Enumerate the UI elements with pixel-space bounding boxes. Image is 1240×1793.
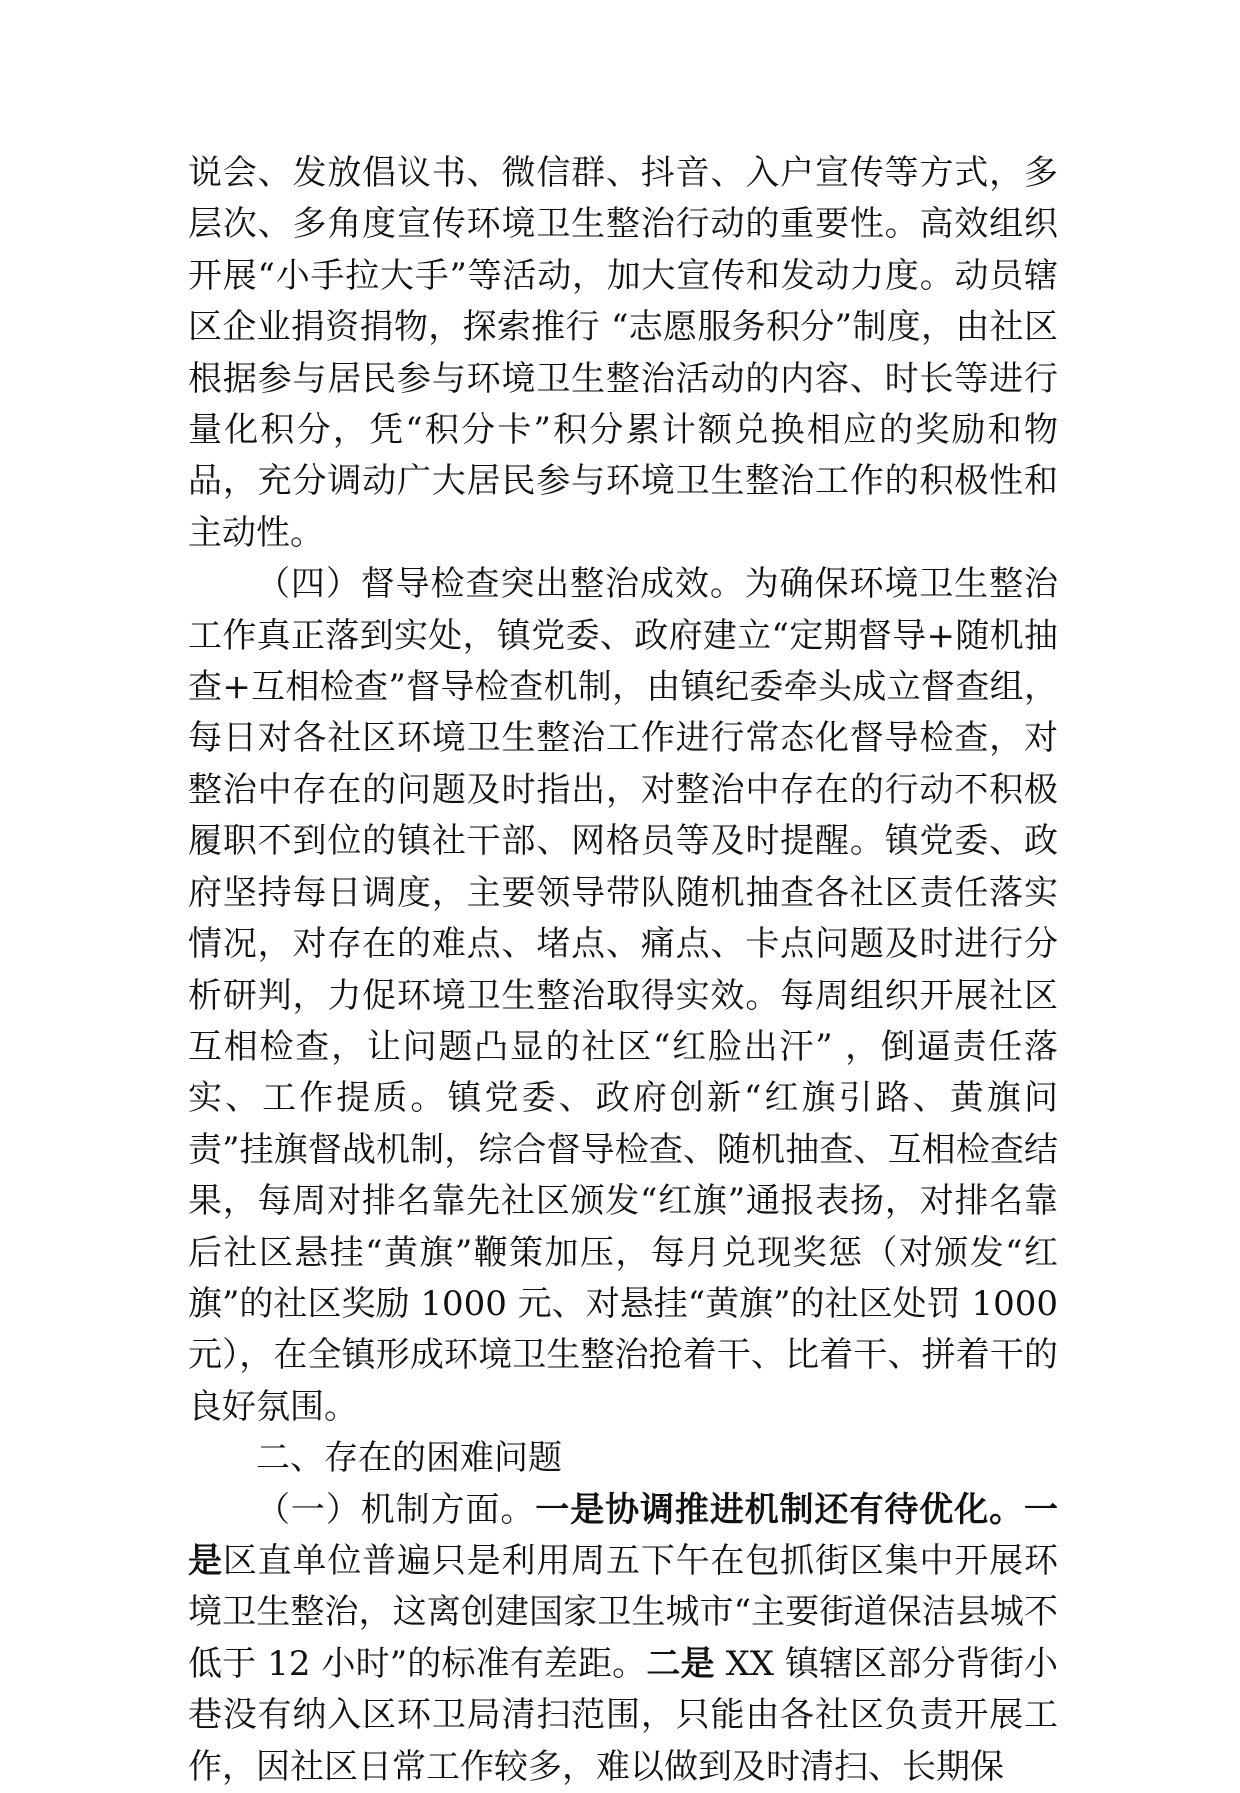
paragraph-mechanism-issues (188, 1485, 1058, 1793)
paragraph-supervision-inspection: （四）督导检查突出整治成效。为确保环境卫生整治工作真正落到实处，镇党委、政府建立“定期督导+随机抽查+互相检查”督导检查机制，由镇纪委牵头成立督查组，每日对各社区环境卫生整治工作进行常态化督导检查，对整治中存在的问题及时指出，对整治中存在的行动不积极履职不到位的镇社干部、网格员等及时提醒。镇党委、政府坚持每日调度，主要领导带队随机抽查各社区责任落实情况，对存在的难点、堵点、痛点、卡点问题及时进行分析研判，力促环境卫生整治取得实效。每周组织开展社区互相检查，让问题凸显的社区“红脸出汗” ，倒逼责任落实、工作提质。镇党委、政府创新“红旗引路、黄旗问责”挂旗督战机制，综合督导检查、随机抽查、互相检查结果，每周对排名靠先社区颁发“红旗”通报表扬，对排名靠后社区悬挂“黄旗”鞭策加压，每月兑现奖惩（对颁发“红旗”的社区奖励 1000 元、对悬挂“黄旗”的社区处罚 1000 元），在全镇形成环境卫生整治抢着干、比着干、拼着干的良好氛围。 (188, 564, 1058, 1427)
subsection-label-mechanism: （一）机制方面。 (256, 1489, 536, 1530)
document-body (188, 148, 1058, 1793)
bold-point-two: 二是 (646, 1643, 715, 1684)
paragraph-publicity-continued: 说会、发放倡议书、微信群、抖音、入户宣传等方式，多层次、多角度宣传环境卫生整治行动的重要性。高效组织开展“小手拉大手”等活动，加大宣传和发动力度。动员辖区企业捐资捐物，探索推行 “志愿服务积分”制度，由社区根据参与居民参与环境卫生整治活动的内容、时长等进行量化积分，凭“积分卡”积分累计额兑换相应的奖励和物品，充分调动广大居民参与环境卫生整治工作的积极性和主动性。 (188, 153, 1058, 553)
text-point-two: XX 镇辖区部分背街小巷没有纳入区环卫局清扫范围，只能由各社区负责开展工作，因社区日常工作较多，难以做到及时清扫、长期保 (188, 1643, 1058, 1787)
text-point-one: 区直单位普遍只是利用周五下午在包抓街区集中开展环境卫生整治，这离创建国家卫生城市“主要街道保洁县城不低于 12 小时”的标准有差距。 (188, 1540, 1059, 1684)
bold-point-one: 一是协调推进机制还有待优化。一是 (188, 1489, 1059, 1581)
section-heading-difficulties: 二、存在的困难问题 (256, 1438, 562, 1479)
